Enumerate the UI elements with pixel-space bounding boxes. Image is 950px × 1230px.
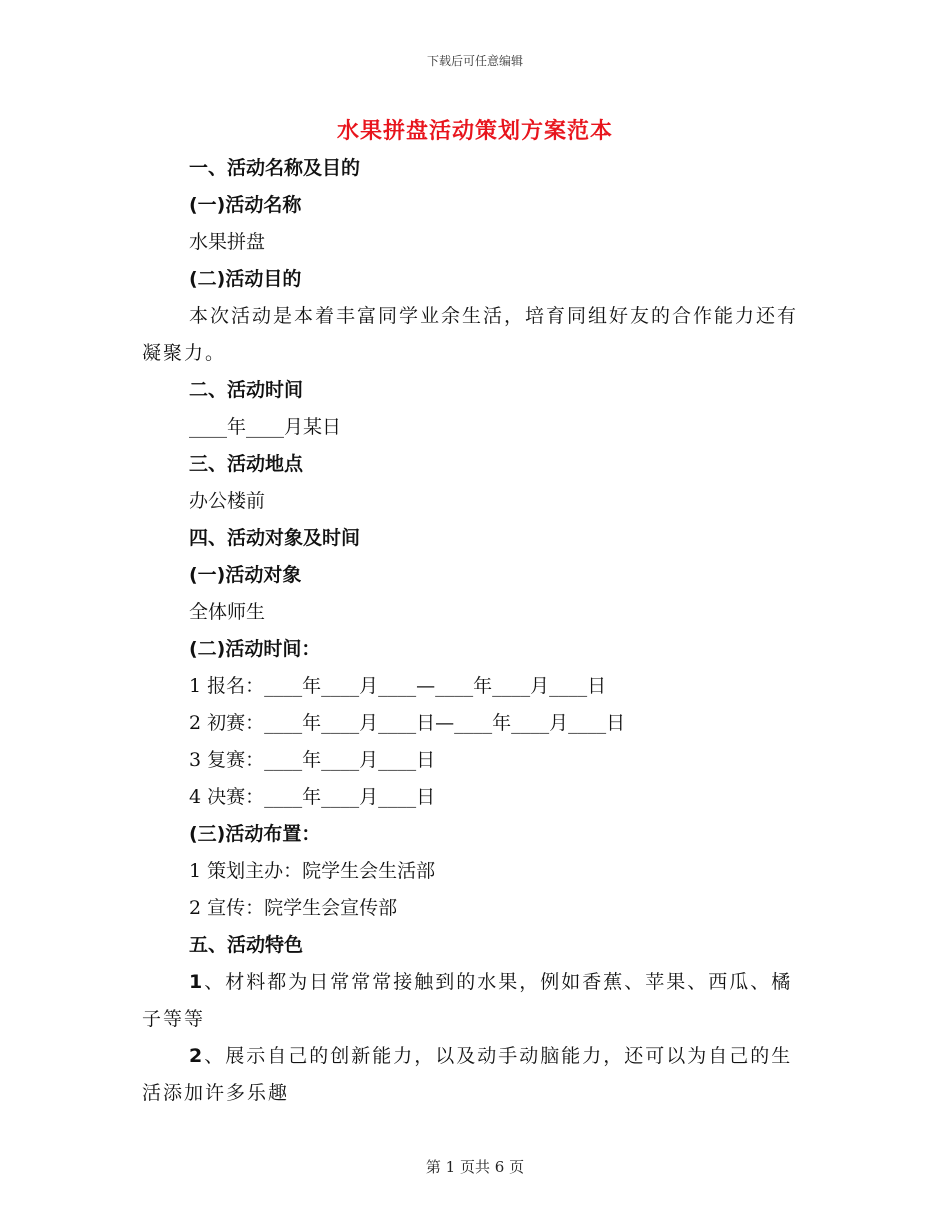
subsection-heading-activity-schedule: (二)活动时间： bbox=[189, 638, 321, 660]
schedule-registration: 1 报名：____年____月____—____年____月____日 bbox=[189, 675, 607, 697]
activity-target-value: 全体师生 bbox=[189, 601, 266, 623]
arrangement-organizer: 1 策划主办：院学生会生活部 bbox=[189, 860, 436, 882]
schedule-semifinal: 3 复赛：____年____月____日 bbox=[189, 749, 436, 771]
subsection-heading-activity-arrangement: (三)活动布置： bbox=[189, 823, 321, 845]
header-note: 下载后可任意编辑 bbox=[426, 54, 523, 68]
activity-purpose-paragraph: 本次活动是本着丰富同学业余生活，培育同组好友的合作能力还有凝聚力。 bbox=[142, 305, 799, 364]
feature-paragraph-2 bbox=[142, 1038, 808, 1112]
page-number-footer: 第 1 页共 6 页 bbox=[425, 1158, 525, 1176]
document-body bbox=[142, 150, 808, 1112]
section-heading-3: 三、活动地点 bbox=[189, 453, 304, 475]
subsection-heading-activity-target: (一)活动对象 bbox=[189, 564, 302, 586]
subsection-heading-activity-name: (一)活动名称 bbox=[189, 194, 302, 216]
schedule-final: 4 决赛：____年____月____日 bbox=[189, 786, 436, 808]
feature-paragraph-1 bbox=[142, 964, 808, 1038]
section-heading-1: 一、活动名称及目的 bbox=[189, 157, 361, 179]
activity-name-value: 水果拼盘 bbox=[189, 231, 266, 253]
feature-2-number: 2 bbox=[189, 1045, 205, 1067]
document-title: 水果拼盘活动策划方案范本 bbox=[336, 118, 613, 144]
feature-1-text: 、材料都为日常常常接触到的水果，例如香蕉、苹果、西瓜、橘子等等 bbox=[142, 971, 793, 1030]
subsection-heading-activity-purpose: (二)活动目的 bbox=[189, 268, 302, 290]
section-heading-2: 二、活动时间 bbox=[189, 379, 304, 401]
section-heading-4: 四、活动对象及时间 bbox=[189, 527, 361, 549]
feature-2-text: 、展示自己的创新能力，以及动手动脑能力，还可以为自己的生活添加许多乐趣 bbox=[142, 1045, 793, 1104]
section-heading-5: 五、活动特色 bbox=[189, 934, 304, 956]
activity-place-value: 办公楼前 bbox=[189, 490, 266, 512]
schedule-preliminary: 2 初赛：____年____月____日—____年____月____日 bbox=[189, 712, 626, 734]
arrangement-publicity: 2 宣传：院学生会宣传部 bbox=[189, 897, 398, 919]
activity-time-value: ____年____月某日 bbox=[189, 416, 342, 438]
feature-1-number: 1 bbox=[189, 971, 205, 993]
